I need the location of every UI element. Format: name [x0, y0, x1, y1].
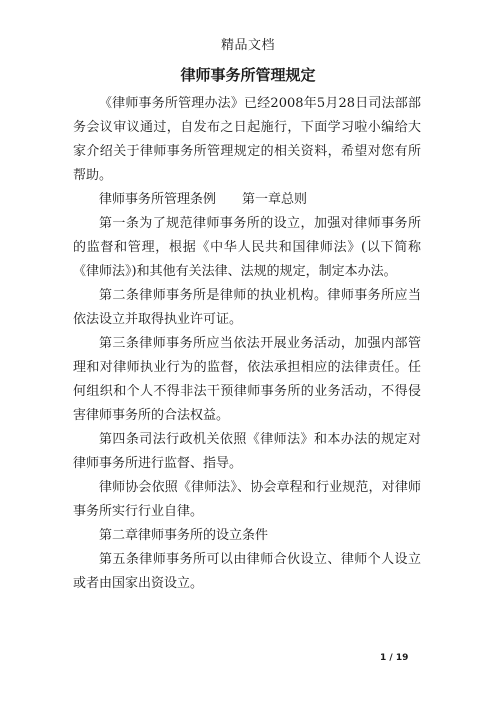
chapter-2-heading: 第二章律师事务所的设立条件 — [99, 528, 269, 543]
page-header: 精品文档 — [220, 38, 275, 53]
paragraph-article-5: 第五条律师事务所可以由律师合伙设立、律师个人设立或者由国家出资设立。 — [73, 552, 421, 591]
paragraph-article-1: 第一条为了规范律师事务所的设立，加强对律师事务所的监督和管理，根据《中华人民共和国律师法》(以下简称《律师法》)和其他有关法律、法规的规定，制定本办法。 — [73, 216, 421, 279]
paragraph-article-3: 第三条律师事务所应当依法开展业务活动，加强内部管理和对律师执业行为的监督，依法承担相应的法律责任。任何组织和个人不得非法干预律师事务所的业务活动，不得侵害律师事务所的合法权益。 — [73, 336, 421, 423]
chapter-heading: 第一章总则 — [242, 192, 308, 207]
chapter-line — [73, 188, 421, 212]
paragraph-article-4: 第四条司法行政机关依照《律师法》和本办法的规定对律师事务所进行监督、指导。 — [73, 432, 421, 471]
page-number: 1 / 19 — [380, 653, 409, 663]
paragraph-article-2: 第二条律师事务所是律师的执业机构。律师事务所应当依法设立并取得执业许可证。 — [73, 288, 421, 327]
regulation-name: 律师事务所管理条例 — [99, 192, 217, 207]
paragraph-self-regulation: 律师协会依照《律师法》、协会章程和行业规范，对律师事务所实行行业自律。 — [73, 480, 421, 519]
document-title: 律师事务所管理规定 — [180, 66, 316, 84]
paragraph-intro: 《律师事务所管理办法》已经2008年5月28日司法部部务会议审议通过，自发布之日起施行，下面学习啦小编给大家介绍关于律师事务所管理规定的相关资料，希望对您有所帮助。 — [73, 96, 421, 183]
document-body — [73, 92, 421, 596]
